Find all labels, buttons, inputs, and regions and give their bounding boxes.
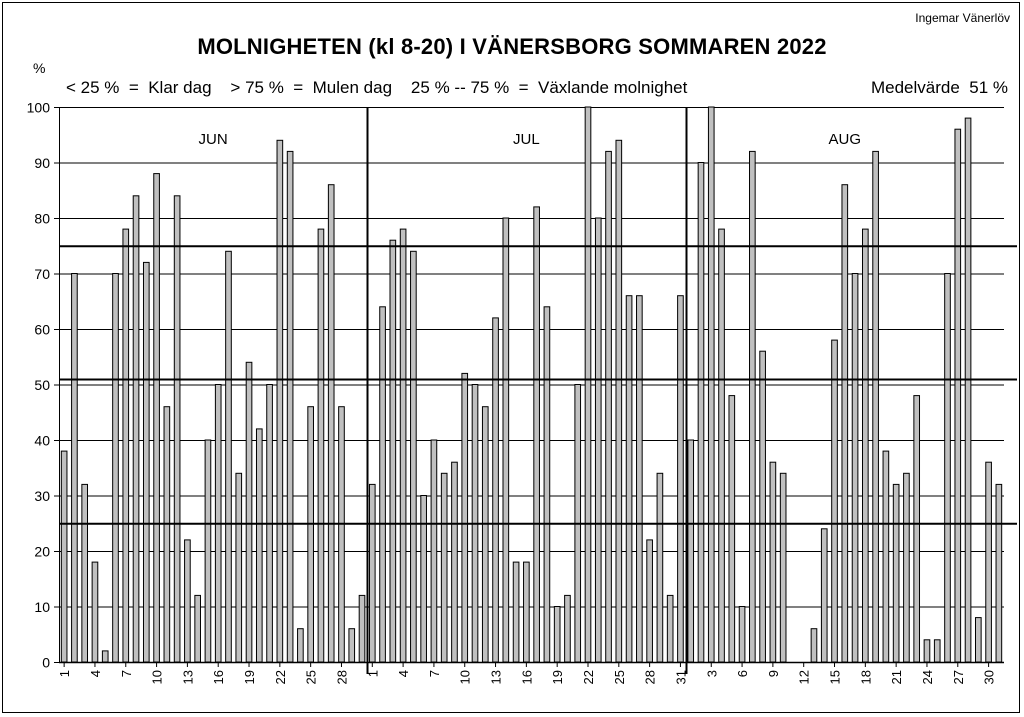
bar [328,185,334,662]
x-tick-label: 27 [950,670,966,685]
x-tick-label: 12 [796,670,812,685]
bar [359,595,365,662]
bar [164,407,170,662]
x-tick-label: 19 [242,670,258,685]
x-tick-label: 9 [765,670,781,678]
author-label: Ingemar Vänerlöv [915,11,1010,25]
x-tick-label: 4 [396,670,412,678]
bar [616,140,622,662]
bar [842,185,848,662]
y-axis-label: % [33,60,46,76]
bar [390,240,396,662]
bar [760,351,766,662]
bar [698,163,704,663]
bar [185,540,191,662]
bar [565,595,571,662]
bar [534,207,540,662]
bar [883,451,889,662]
y-tick-label: 50 [34,377,50,393]
bar [904,473,910,662]
bar [965,118,971,662]
month-label: AUG [828,131,862,148]
bar [339,407,345,662]
bar [143,262,149,662]
bar [482,407,488,662]
bar [113,274,119,663]
x-tick-label: 4 [87,670,103,678]
bar [975,618,981,662]
x-tick-label: 1 [365,670,381,678]
bar [821,529,827,662]
bar [102,651,108,662]
y-tick-label: 100 [26,99,50,116]
bar [863,229,869,662]
bar [123,229,129,662]
bar [400,229,406,662]
bar [955,129,961,662]
x-tick-label: 24 [919,670,935,685]
bar [503,218,509,662]
bar [739,607,745,663]
bar [287,151,293,662]
x-tick-label: 28 [334,670,350,685]
bar [873,151,879,662]
y-tick-label: 70 [34,266,50,282]
bar [205,440,211,662]
bar [729,396,735,662]
bar [750,151,756,662]
bar [246,362,252,662]
bar [667,595,673,662]
y-tick-label: 40 [34,432,50,449]
bar [832,340,838,662]
x-tick-label: 22 [580,670,596,685]
bar [852,274,858,663]
bar [411,251,417,662]
bar [647,540,653,662]
bar [606,151,612,662]
x-tick-label: 16 [519,670,535,685]
x-tick-label: 19 [550,670,566,685]
legend-text: < 25 % = Klar dag > 75 % = Mulen dag 25 % -- 75 % = Växlande molnighet [66,78,688,97]
x-tick-label: 18 [858,670,874,685]
x-tick-label: 7 [426,670,442,678]
bar [441,473,447,662]
x-tick-label: 21 [889,670,905,685]
bar [780,473,786,662]
bar [708,107,714,662]
bar [493,318,499,662]
y-tick-label: 10 [34,599,50,615]
bar [986,462,992,662]
bar [308,407,314,662]
bar [133,196,139,662]
bar [421,496,427,663]
bar [452,462,458,662]
bar [678,296,684,662]
x-tick-label: 25 [611,670,627,685]
bar [595,218,601,662]
bar [92,562,98,662]
bar [380,307,386,662]
bar [256,429,262,662]
bar [924,640,930,662]
bar [226,251,232,662]
y-tick-label: 90 [34,155,50,171]
x-tick-label: 31 [673,670,689,685]
bar [174,196,180,662]
chart-title: MOLNIGHETEN (kl 8-20) I VÄNERSBORG SOMMAREN 2022 [197,34,827,59]
mean-value-label: Medelvärde 51 % [870,78,1008,97]
x-tick-label: 7 [118,670,134,678]
x-tick-label: 1 [57,670,73,678]
x-tick-label: 25 [303,670,319,685]
bar [996,484,1002,662]
bar [544,307,550,662]
bar [277,140,283,662]
bar [318,229,324,662]
y-tick-label: 60 [34,321,50,338]
month-label: JUL [513,131,540,148]
y-tick-label: 80 [34,210,50,227]
bar [914,396,920,662]
bar [945,274,951,663]
bar [657,473,663,662]
bar [524,562,530,662]
bar [585,107,591,662]
bar [61,451,67,662]
bar [637,296,643,662]
x-tick-label: 16 [211,670,227,685]
bar [554,607,560,663]
x-tick-label: 10 [149,670,165,685]
y-tick-label: 20 [34,543,50,560]
x-tick-label: 15 [827,670,843,685]
bar [195,595,201,662]
bar [893,484,899,662]
y-tick-label: 0 [42,654,50,671]
y-tick-label: 30 [34,488,50,504]
bar [82,484,88,662]
bar [369,484,375,662]
x-tick-label: 13 [488,670,504,685]
bar [626,296,632,662]
bar [719,229,725,662]
bar [349,629,355,662]
bar [462,373,468,662]
x-tick-label: 6 [735,670,751,678]
bar [688,440,694,662]
x-tick-label: 13 [180,670,196,685]
bar [934,640,940,662]
x-tick-label: 10 [457,670,473,685]
bar [770,462,776,662]
bar [298,629,304,662]
bar [236,473,242,662]
x-tick-label: 3 [704,670,720,678]
bar [431,440,437,662]
bar [811,629,817,662]
month-label: JUN [198,131,228,148]
bar [72,274,78,663]
x-tick-label: 28 [642,670,658,685]
x-tick-label: 22 [272,670,288,685]
bar [513,562,519,662]
x-tick-label: 30 [981,670,997,685]
